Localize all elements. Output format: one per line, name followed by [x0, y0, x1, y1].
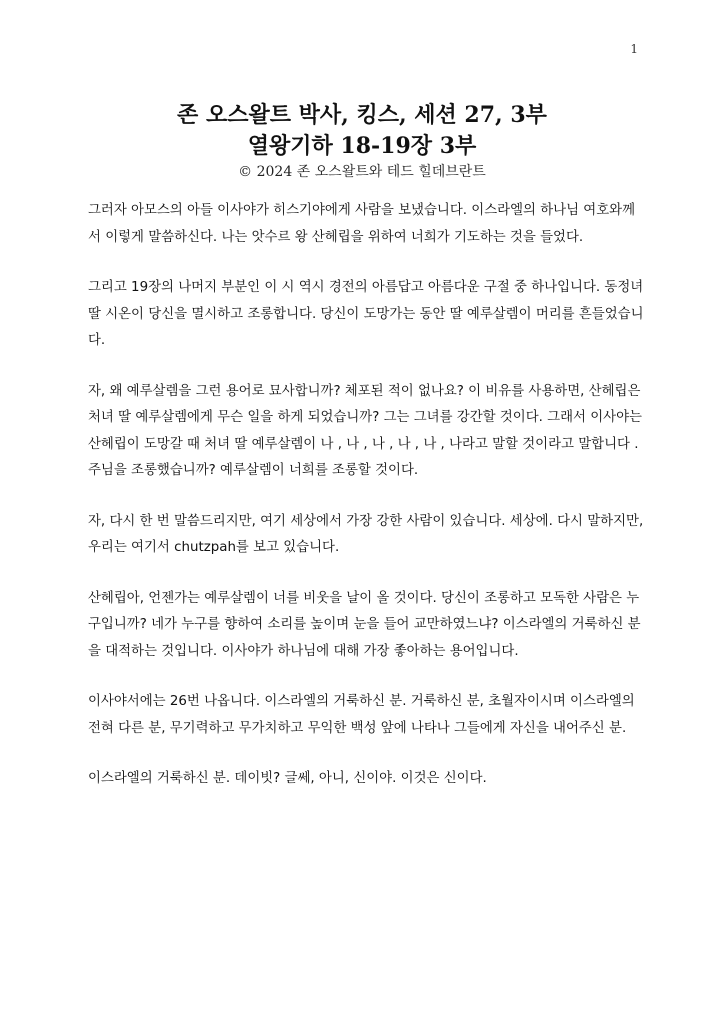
copyright-notice: © 2024 존 오스왈트와 테드 힐데브란트: [238, 164, 486, 180]
paragraph: 이사야서에는 26번 나옵니다. 이스라엘의 거룩하신 분. 거룩하신 분, 초월자이시며 이스라엘의 전혀 다른 분, 무기력하고 무가치하고 무익한 백성 앞에 나타나 그들에게 자신을 내어주신 분.: [88, 694, 635, 736]
document-body: [88, 198, 644, 817]
paragraph: 그러자 아모스의 아들 이사야가 히스기야에게 사람을 보냈습니다. 이스라엘의 하나님 여호와께서 이렇게 말씀하신다. 나는 앗수르 왕 산헤립을 위하여 너희가 기도하는 것을 들었다.: [88, 203, 636, 245]
paragraph: 산헤립아, 언젠가는 예루살렘이 너를 비웃을 날이 올 것이다. 당신이 조롱하고 모독한 사람은 누구입니까? 네가 누구를 향하여 소리를 높이며 눈을 들어 교만하였느냐? 이스라엘의 거룩하신 분을 대적하는 것입니다. 이사야가 하나님에 대해 가장 좋아하는 용어입니다.: [88, 590, 641, 659]
paragraph: 자, 왜 예루살렘을 그런 용어로 묘사합니까? 체포된 적이 없나요? 이 비유를 사용하면, 산헤립은 처녀 딸 예루살렘에게 무슨 일을 하게 되었습니까? 그는 그녀를 강간할 것이다. 그래서 이사야는 산헤립이 도망갈 때 처녀 딸 예루살렘이 나 , 나 , 나 , 나 , 나 , 나라고 말할 것이라고 말합니다 . 주님을 조롱했습니까? 예루살렘이 너희를 조롱할 것이다.: [88, 383, 642, 478]
document-header: [0, 100, 724, 182]
page-number: 1: [630, 42, 638, 56]
document-title: 존 오스왈트 박사, 킹스, 세션 27, 3부: [177, 102, 547, 128]
paragraph: 그리고 19장의 나머지 부분인 이 시 역시 경전의 아름답고 아름다운 구절 중 하나입니다. 동정녀 딸 시온이 당신을 멸시하고 조롱합니다. 당신이 도망가는 동안 딸 예루살렘이 머리를 흔들었습니다.: [88, 280, 644, 348]
paragraph: 자, 다시 한 번 말씀드리지만, 여기 세상에서 가장 강한 사람이 있습니다. 세상에. 다시 말하지만, 우리는 여기서 chutzpah를 보고 있습니다.: [88, 513, 644, 555]
paragraph: 이스라엘의 거룩하신 분. 데이빗? 글쎄, 아니, 신이야. 이것은 신이다.: [88, 771, 487, 786]
document-subtitle: 열왕기하 18-19장 3부: [247, 133, 477, 159]
